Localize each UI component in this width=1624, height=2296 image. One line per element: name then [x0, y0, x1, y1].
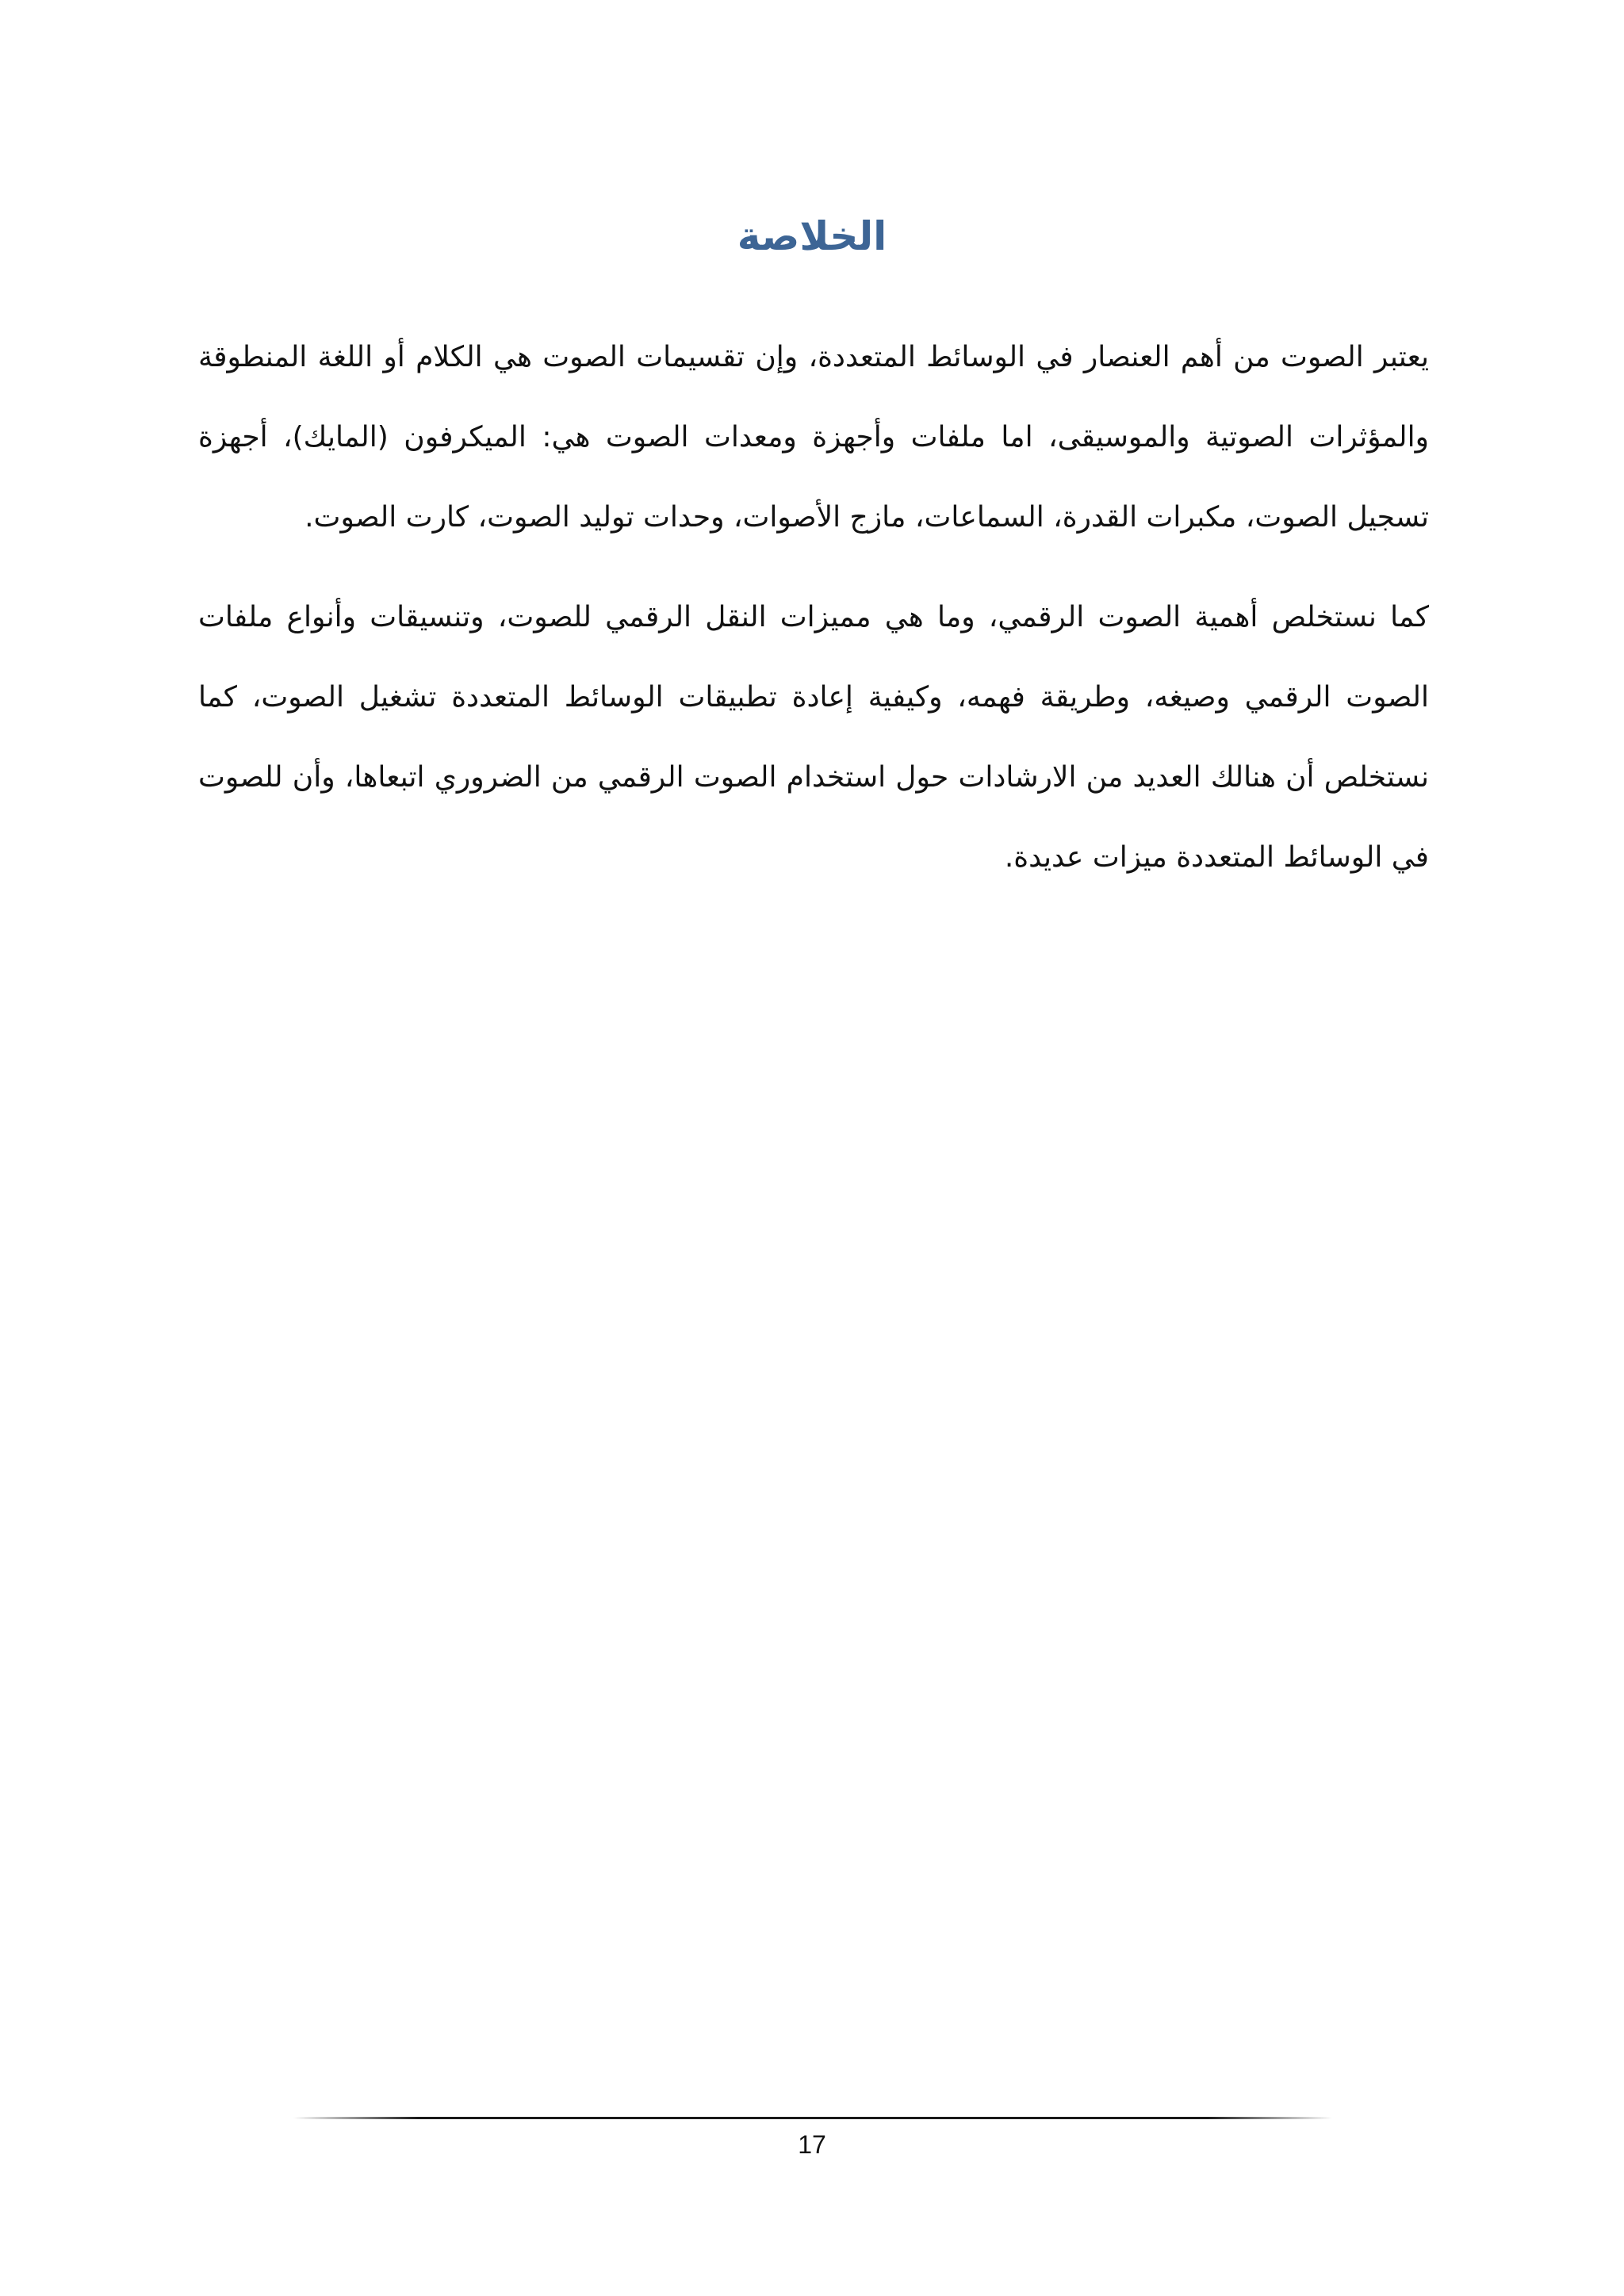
paragraph-1: يعتبر الصوت من أهم العنصار في الوسائط المتعددة، وإن تقسيمات الصوت هي الكلام أو اللغة المنطوقة والمؤثرات الصوتية والموسيقى، اما ملفات وأجهزة ومعدات الصوت هي: الميكرفون (المايك)، أجهزة تسجيل الصوت، مكبرات القدرة، السماعات، مازج الأصوات، وحدات توليد الصوت، كارت الصوت.	[198, 341, 1429, 534]
body-content	[198, 317, 1429, 917]
footer-divider	[293, 2117, 1332, 2119]
page-heading: الخلاصة	[737, 213, 887, 259]
page-number: 17	[798, 2130, 826, 2159]
paragraph-2: كما نستخلص أهمية الصوت الرقمي، وما هي مميزات النقل الرقمي للصوت، وتنسيقات وأنواع ملفات الصوت الرقمي وصيغه، وطريقة فهمه، وكيفية إعادة تطبيقات الوسائط المتعددة تشغيل الصوت، كما نستخلص أن هنالك العديد من الارشادات حول استخدام الصوت الرقمي من الضروري اتبعاها، وأن للصوت في الوسائط المتعددة ميزات عديدة.	[198, 601, 1429, 874]
